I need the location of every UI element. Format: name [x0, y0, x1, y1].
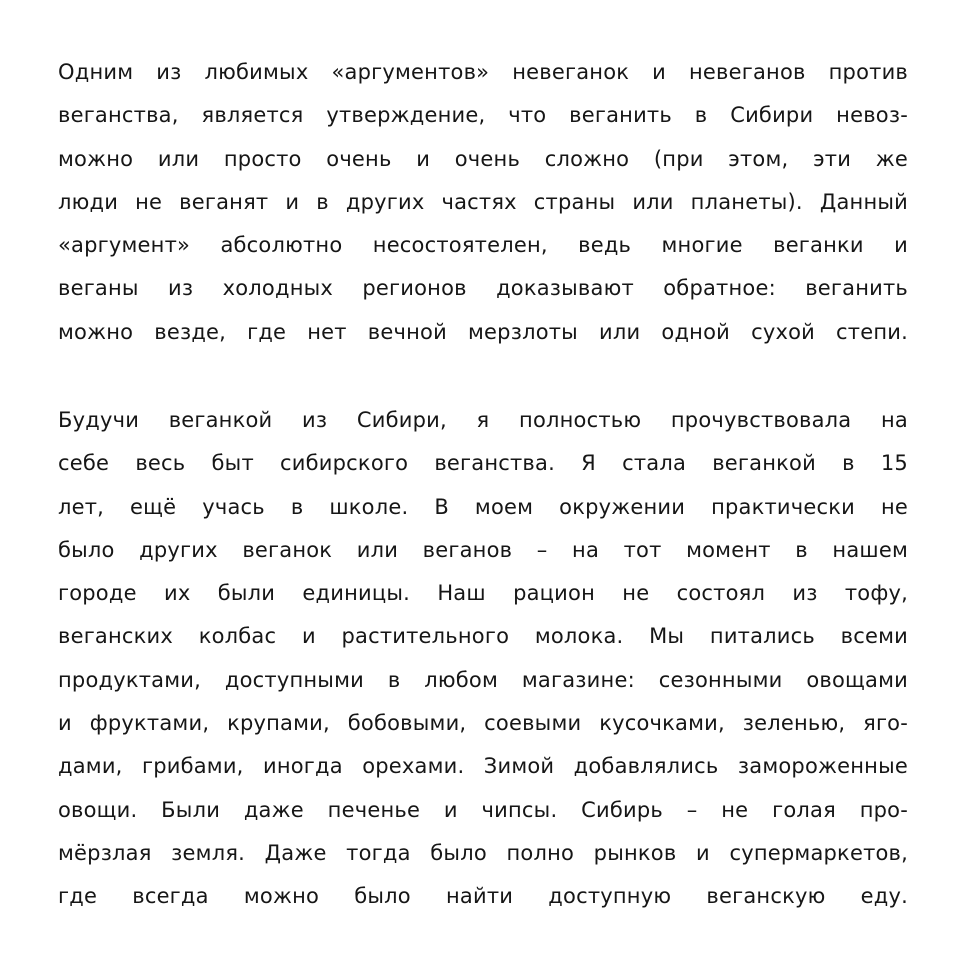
- text-line: мёрзлая земля. Даже тогда было полно рынков и супермаркетов,: [58, 840, 908, 865]
- text-line: было других веганок или веганов – на тот момент в нашем: [58, 537, 908, 562]
- text-line: и фруктами, крупами, бобовыми, соевыми кусочками, зеленью, яго-: [58, 711, 908, 736]
- text-line: дами, грибами, иногда орехами. Зимой добавлялись замороженные: [58, 754, 908, 779]
- text-line: себе весь быт сибирского веганства. Я стала веганкой в 15: [58, 451, 908, 476]
- text-line: где всегда можно было найти доступную веганскую еду.: [58, 884, 908, 909]
- text-line: веганских колбас и растительного молока. Мы питались всеми: [58, 624, 908, 649]
- text-line: «аргумент» абсолютно несостоятелен, ведь многие веганки и: [58, 233, 908, 258]
- text-line-last: [58, 919, 908, 962]
- text-line: Одним из любимых «аргументов» невеганок и невеганов против: [58, 60, 908, 84]
- text-line: можно или просто очень и очень сложно (при этом, эти же: [58, 146, 908, 171]
- paragraph-2: [58, 399, 908, 962]
- text-line: продуктами, доступными в любом магазине: сезонными овощами: [58, 667, 908, 692]
- text-line: веганства, является утверждение, что веганить в Сибири невоз-: [58, 103, 908, 128]
- text-line: овощи. Были даже печенье и чипсы. Сибирь – не голая про-: [58, 797, 908, 822]
- text-line: веганы из холодных регионов доказывают обратное: веганить: [58, 276, 908, 301]
- text-line: люди не веганят и в других частях страны или планеты). Данный: [58, 189, 908, 214]
- text-line: лет, ещё учась в школе. В моем окружении практически не: [58, 494, 908, 519]
- text-line: можно везде, где нет вечной мерзлоты или одной сухой степи.: [58, 319, 908, 344]
- text-line: Будучи веганкой из Сибири, я полностью прочувствовала на: [58, 408, 908, 432]
- paragraph-1: [58, 51, 908, 354]
- text-line: городе их были единицы. Наш рацион не состоял из тофу,: [58, 581, 908, 606]
